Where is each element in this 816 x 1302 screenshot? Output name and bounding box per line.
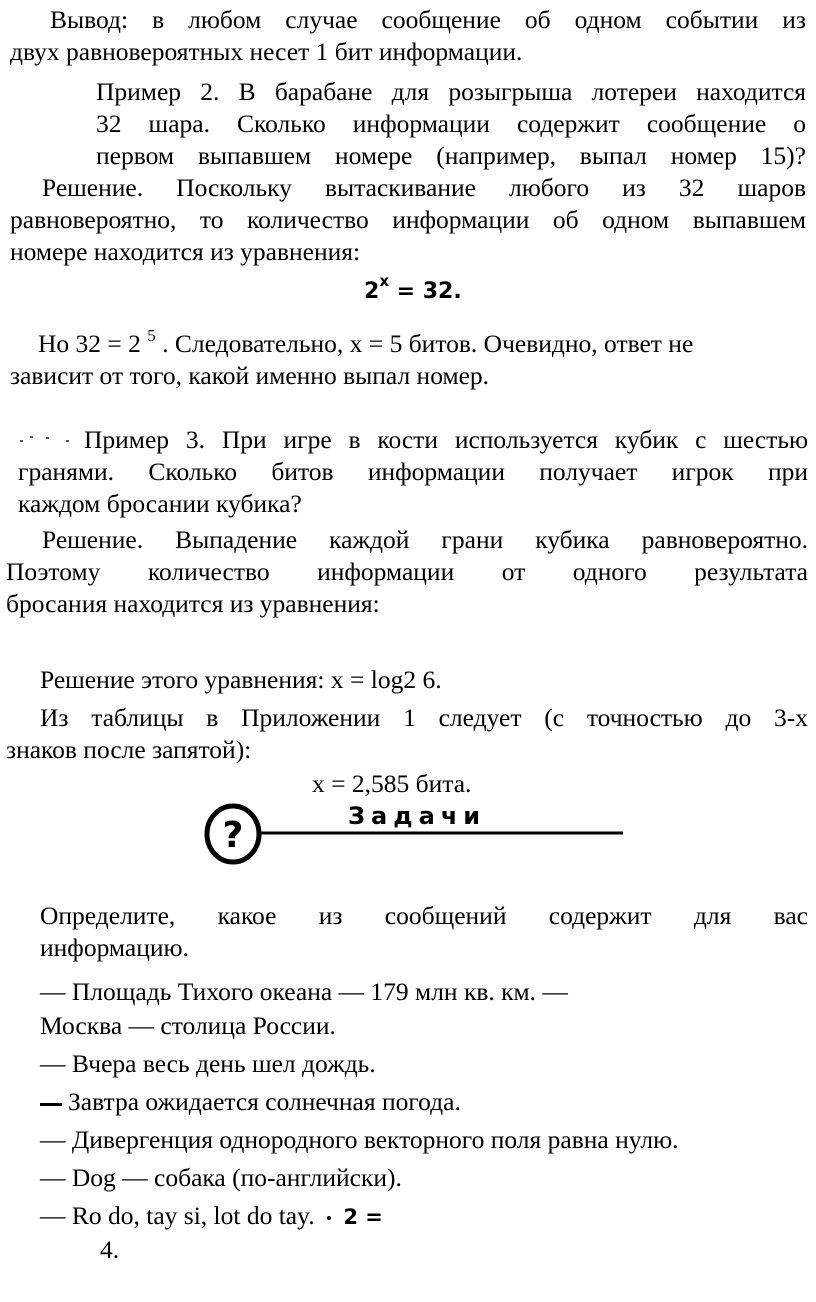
list-item [40,1200,808,1234]
conclusion-line-2: двух равновероятных несет 1 бит информации. [10,37,523,66]
table-reference [6,702,808,766]
solution-2-line-3: номере находится из уравнения: [10,237,361,266]
equation-exponent: x [379,271,389,290]
answer-2-part-2: . Следовательно, х = 5 битов. Очевидно, ответ не [155,329,694,358]
example-3-line-2: гранями. Сколько битов информации получает игрок при [18,457,808,486]
answer-2-part-1: Но 32 = 2 [38,329,148,358]
tasks-title: Задачи [348,802,487,830]
equation-2x-32 [364,271,462,308]
list-item: — Вчера весь день шел дождь. [40,1049,376,1078]
list-item-text: — Ro do, tay si, lot do tay. [40,1201,315,1230]
example-2 [96,76,806,172]
bullet-dot [327,1216,331,1220]
question-mark-icon: ? [222,815,244,856]
solution-2 [10,172,806,268]
example-3-line-3: каждом бросании кубика? [18,489,302,518]
example-3 [18,424,808,520]
solution-2-line-1: Решение. Поскольку вытаскивание любого из 32 шаров [42,173,806,202]
solution-equation: Решение этого уравнения: х = log2 6. [40,665,442,694]
list-item-next: 4. [100,1235,120,1264]
conclusion-paragraph [10,4,806,68]
example-2-line-1: Пример 2. В барабане для розыгрыша лотереи находится [96,77,806,106]
result-value: х = 2,585 бита. [312,769,472,798]
task-paragraph [40,900,808,964]
example-2-line-2: 32 шара. Сколько информации содержит сообщение о [96,109,806,138]
answer-2-line-2: зависит от того, какой именно выпал номер. [10,361,490,390]
solution-3-line-3: бросания находится из уравнения: [6,589,380,618]
answer-2-line-1 [10,325,806,360]
message-list [40,976,808,1266]
dash-mark [40,1103,62,1106]
answer-2-exponent: 5 [147,325,156,345]
list-item: — Dog — собака (по-английски). [40,1163,402,1192]
answer-2 [10,325,806,392]
list-item: — Дивергенция однородного векторного поля равна нулю. [40,1125,679,1154]
example-3-line-1: Пример 3. При игре в кости используется кубик с шестью [84,425,808,454]
equation-rest: = 32. [389,279,462,304]
list-item: — Площадь Тихого океана — 179 млн кв. км. — [40,977,568,1006]
solution-2-line-2: равновероятно, то количество информации об одном выпавшем [10,205,806,234]
list-item [40,1086,808,1124]
equation-base: 2 [364,279,380,304]
task-line-2: информацию. [40,933,189,962]
conclusion-line-1: Вывод: в любом случае сообщение об одном событии из [50,5,806,34]
list-item-tail: 2 = [343,1205,383,1229]
table-reference-line-2: знаков после запятой): [6,735,252,764]
solution-3 [6,524,808,620]
example-2-line-3: первом выпавшем номере (например, выпал номер 15)? [96,141,806,170]
table-reference-line-1: Из таблицы в Приложении 1 следует (с точностью до 3-х [40,703,808,732]
solution-3-line-2: Поэтому количество информации от одного результата [6,557,808,586]
list-item-text: Завтра ожидается солнечная погода. [68,1087,461,1116]
task-line-1: Определите, какое из сообщений содержит для вас [40,901,808,930]
list-item: Москва — столица России. [40,1011,336,1040]
solution-3-line-1: Решение. Выпадение каждой грани кубика равновероятно. [42,525,808,554]
